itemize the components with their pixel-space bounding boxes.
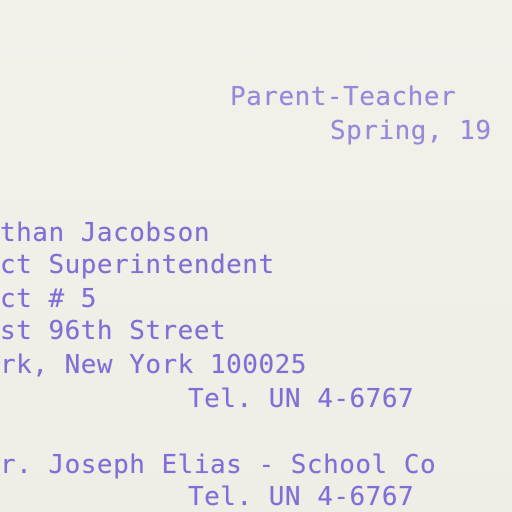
recipient-city: rk, New York 100025 <box>0 350 307 380</box>
recipient-phone: Tel. UN 4-6767 <box>188 384 415 414</box>
header-title: Parent-Teacher <box>230 82 457 112</box>
header-date: Spring, 19 <box>330 116 492 146</box>
recipient-title: ct Superintendent <box>0 250 275 280</box>
recipient-street: st 96th Street <box>0 316 227 346</box>
recipient-district: ct # 5 <box>0 284 97 314</box>
contact-phone: Tel. UN 4-6767 <box>188 482 415 512</box>
recipient-name: than Jacobson <box>0 218 210 248</box>
contact-name: r. Joseph Elias - School Co <box>0 450 437 480</box>
